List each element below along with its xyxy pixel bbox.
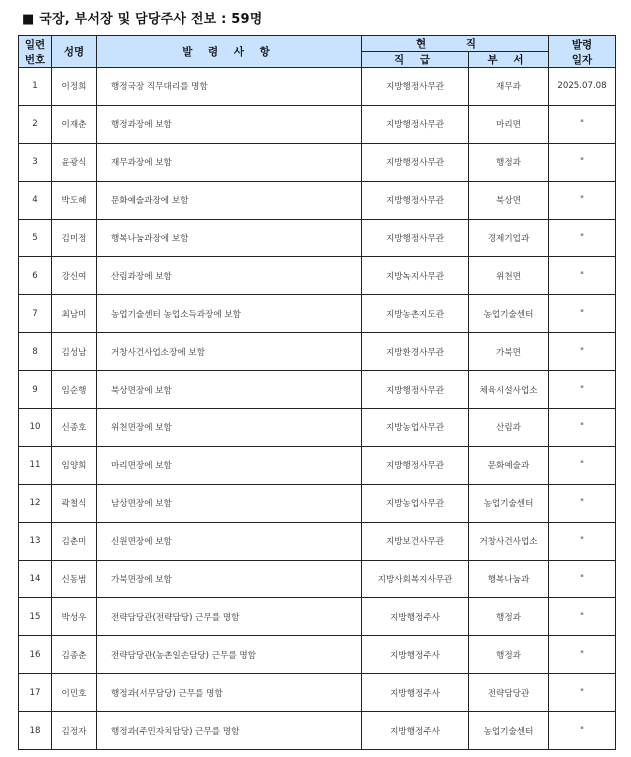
dept-cell: 가북면 xyxy=(469,333,549,371)
table-row xyxy=(19,522,616,560)
rank-cell: 지방농업사무관 xyxy=(362,484,469,522)
serial-cell: 16 xyxy=(19,636,52,674)
action-cell: 행복나눔과장에 보함 xyxy=(97,219,362,257)
action-cell: 북상면장에 보함 xyxy=(97,371,362,409)
date-cell: " xyxy=(549,712,616,750)
action-cell: 행정과(서무담당) 근무를 명함 xyxy=(97,674,362,712)
rank-cell: 지방행정사무관 xyxy=(362,143,469,181)
action-cell: 행정과장에 보함 xyxy=(97,105,362,143)
rank-cell: 지방행정사무관 xyxy=(362,68,469,106)
date-cell: " xyxy=(549,484,616,522)
dept-cell: 행정과 xyxy=(469,143,549,181)
rank-cell: 지방행정주사 xyxy=(362,636,469,674)
action-cell: 농업기술센터 농업소득과장에 보함 xyxy=(97,295,362,333)
action-cell: 남상면장에 보함 xyxy=(97,484,362,522)
name-cell: 김미정 xyxy=(52,219,97,257)
name-cell: 김성남 xyxy=(52,333,97,371)
rank-cell: 지방행정사무관 xyxy=(362,446,469,484)
action-cell: 재무과장에 보함 xyxy=(97,143,362,181)
table-row xyxy=(19,181,616,219)
name-cell: 신동범 xyxy=(52,560,97,598)
table-row xyxy=(19,105,616,143)
date-cell: " xyxy=(549,409,616,447)
serial-cell: 15 xyxy=(19,598,52,636)
table-row xyxy=(19,333,616,371)
name-cell: 최남미 xyxy=(52,295,97,333)
serial-cell: 18 xyxy=(19,712,52,750)
name-cell: 신종호 xyxy=(52,409,97,447)
action-cell: 위천면장에 보함 xyxy=(97,409,362,447)
table-row xyxy=(19,598,616,636)
serial-cell: 4 xyxy=(19,181,52,219)
rank-cell: 지방농촌지도관 xyxy=(362,295,469,333)
rank-cell: 지방행정주사 xyxy=(362,674,469,712)
date-cell: " xyxy=(549,560,616,598)
rank-cell: 지방행정사무관 xyxy=(362,181,469,219)
rank-cell: 지방녹지사무관 xyxy=(362,257,469,295)
rank-cell: 지방행정주사 xyxy=(362,598,469,636)
rank-cell: 지방보건사무관 xyxy=(362,522,469,560)
rank-cell: 지방사회복지사무관 xyxy=(362,560,469,598)
date-cell: " xyxy=(549,333,616,371)
rank-cell: 지방농업사무관 xyxy=(362,409,469,447)
dept-header: 부 서 xyxy=(469,52,549,68)
date-cell: " xyxy=(549,295,616,333)
name-cell: 임순행 xyxy=(52,371,97,409)
serial-cell: 14 xyxy=(19,560,52,598)
table-row xyxy=(19,219,616,257)
name-cell: 이재춘 xyxy=(52,105,97,143)
rank-cell: 지방행정주사 xyxy=(362,712,469,750)
dept-cell: 문화예술과 xyxy=(469,446,549,484)
table-row xyxy=(19,143,616,181)
dept-cell: 체육시설사업소 xyxy=(469,371,549,409)
table-row xyxy=(19,371,616,409)
dept-cell: 마리면 xyxy=(469,105,549,143)
name-cell: 강신여 xyxy=(52,257,97,295)
dept-cell: 행정과 xyxy=(469,598,549,636)
table-row xyxy=(19,446,616,484)
date-cell: " xyxy=(549,371,616,409)
serial-cell: 9 xyxy=(19,371,52,409)
name-cell: 박성우 xyxy=(52,598,97,636)
rank-cell: 지방행정사무관 xyxy=(362,371,469,409)
action-cell: 가북면장에 보함 xyxy=(97,560,362,598)
serial-cell: 2 xyxy=(19,105,52,143)
table-row xyxy=(19,484,616,522)
dept-cell: 재무과 xyxy=(469,68,549,106)
action-cell: 거창사건사업소장에 보함 xyxy=(97,333,362,371)
serial-cell: 3 xyxy=(19,143,52,181)
name-cell: 이민호 xyxy=(52,674,97,712)
date-cell: " xyxy=(549,105,616,143)
table-row xyxy=(19,68,616,106)
date-cell: " xyxy=(549,674,616,712)
name-header: 성명 xyxy=(52,36,97,68)
name-cell: 김정자 xyxy=(52,712,97,750)
dept-cell: 경제기업과 xyxy=(469,219,549,257)
name-cell: 곽철식 xyxy=(52,484,97,522)
rank-header: 직 급 xyxy=(362,52,469,68)
serial-cell: 5 xyxy=(19,219,52,257)
date-cell: " xyxy=(549,446,616,484)
date-cell: " xyxy=(549,598,616,636)
serial-cell: 11 xyxy=(19,446,52,484)
date-cell: " xyxy=(549,143,616,181)
action-cell: 신원면장에 보함 xyxy=(97,522,362,560)
date-cell: 2025.07.08 xyxy=(549,68,616,106)
dept-cell: 행복나눔과 xyxy=(469,560,549,598)
action-cell: 행정국장 직무대리를 명함 xyxy=(97,68,362,106)
serial-cell: 17 xyxy=(19,674,52,712)
serial-cell: 10 xyxy=(19,409,52,447)
date-cell: " xyxy=(549,181,616,219)
page-title: ■ 국장, 부서장 및 담당주사 전보 : 59명 xyxy=(22,12,263,27)
table-row xyxy=(19,295,616,333)
dept-cell: 농업기술센터 xyxy=(469,484,549,522)
serial-cell: 12 xyxy=(19,484,52,522)
current-position-header: 현 직 xyxy=(362,36,549,52)
serial-cell: 7 xyxy=(19,295,52,333)
name-cell: 김종춘 xyxy=(52,636,97,674)
name-cell: 임양희 xyxy=(52,446,97,484)
rank-cell: 지방행정사무관 xyxy=(362,105,469,143)
table-row xyxy=(19,560,616,598)
action-cell: 마리면장에 보함 xyxy=(97,446,362,484)
name-cell: 윤광식 xyxy=(52,143,97,181)
action-cell: 산림과장에 보함 xyxy=(97,257,362,295)
date-cell: " xyxy=(549,219,616,257)
rank-cell: 지방환경사무관 xyxy=(362,333,469,371)
name-cell: 김춘미 xyxy=(52,522,97,560)
action-cell: 문화예술과장에 보함 xyxy=(97,181,362,219)
serial-cell: 8 xyxy=(19,333,52,371)
dept-cell: 행정과 xyxy=(469,636,549,674)
action-header: 발 령 사 항 xyxy=(97,36,362,68)
table-row xyxy=(19,257,616,295)
dept-cell: 거창사건사업소 xyxy=(469,522,549,560)
serial-cell: 1 xyxy=(19,68,52,106)
serial-header: 일련 번호 xyxy=(19,36,52,68)
personnel-table xyxy=(18,35,616,750)
date-cell: " xyxy=(549,636,616,674)
serial-cell: 6 xyxy=(19,257,52,295)
name-cell: 박도혜 xyxy=(52,181,97,219)
date-cell: " xyxy=(549,522,616,560)
dept-cell: 산림과 xyxy=(469,409,549,447)
table-row xyxy=(19,636,616,674)
action-cell: 전략담당관(농촌일손담당) 근무를 명함 xyxy=(97,636,362,674)
action-cell: 행정과(주민자치담당) 근무를 명함 xyxy=(97,712,362,750)
dept-cell: 농업기술센터 xyxy=(469,712,549,750)
dept-cell: 농업기술센터 xyxy=(469,295,549,333)
rank-cell: 지방행정사무관 xyxy=(362,219,469,257)
table-row xyxy=(19,712,616,750)
dept-cell: 전략담당관 xyxy=(469,674,549,712)
date-cell: " xyxy=(549,257,616,295)
table-row xyxy=(19,674,616,712)
dept-cell: 북상면 xyxy=(469,181,549,219)
name-cell: 이정희 xyxy=(52,68,97,106)
table-row xyxy=(19,409,616,447)
serial-cell: 13 xyxy=(19,522,52,560)
date-header: 발령 일자 xyxy=(549,36,616,68)
dept-cell: 위천면 xyxy=(469,257,549,295)
action-cell: 전략담당관(전략담당) 근무를 명함 xyxy=(97,598,362,636)
